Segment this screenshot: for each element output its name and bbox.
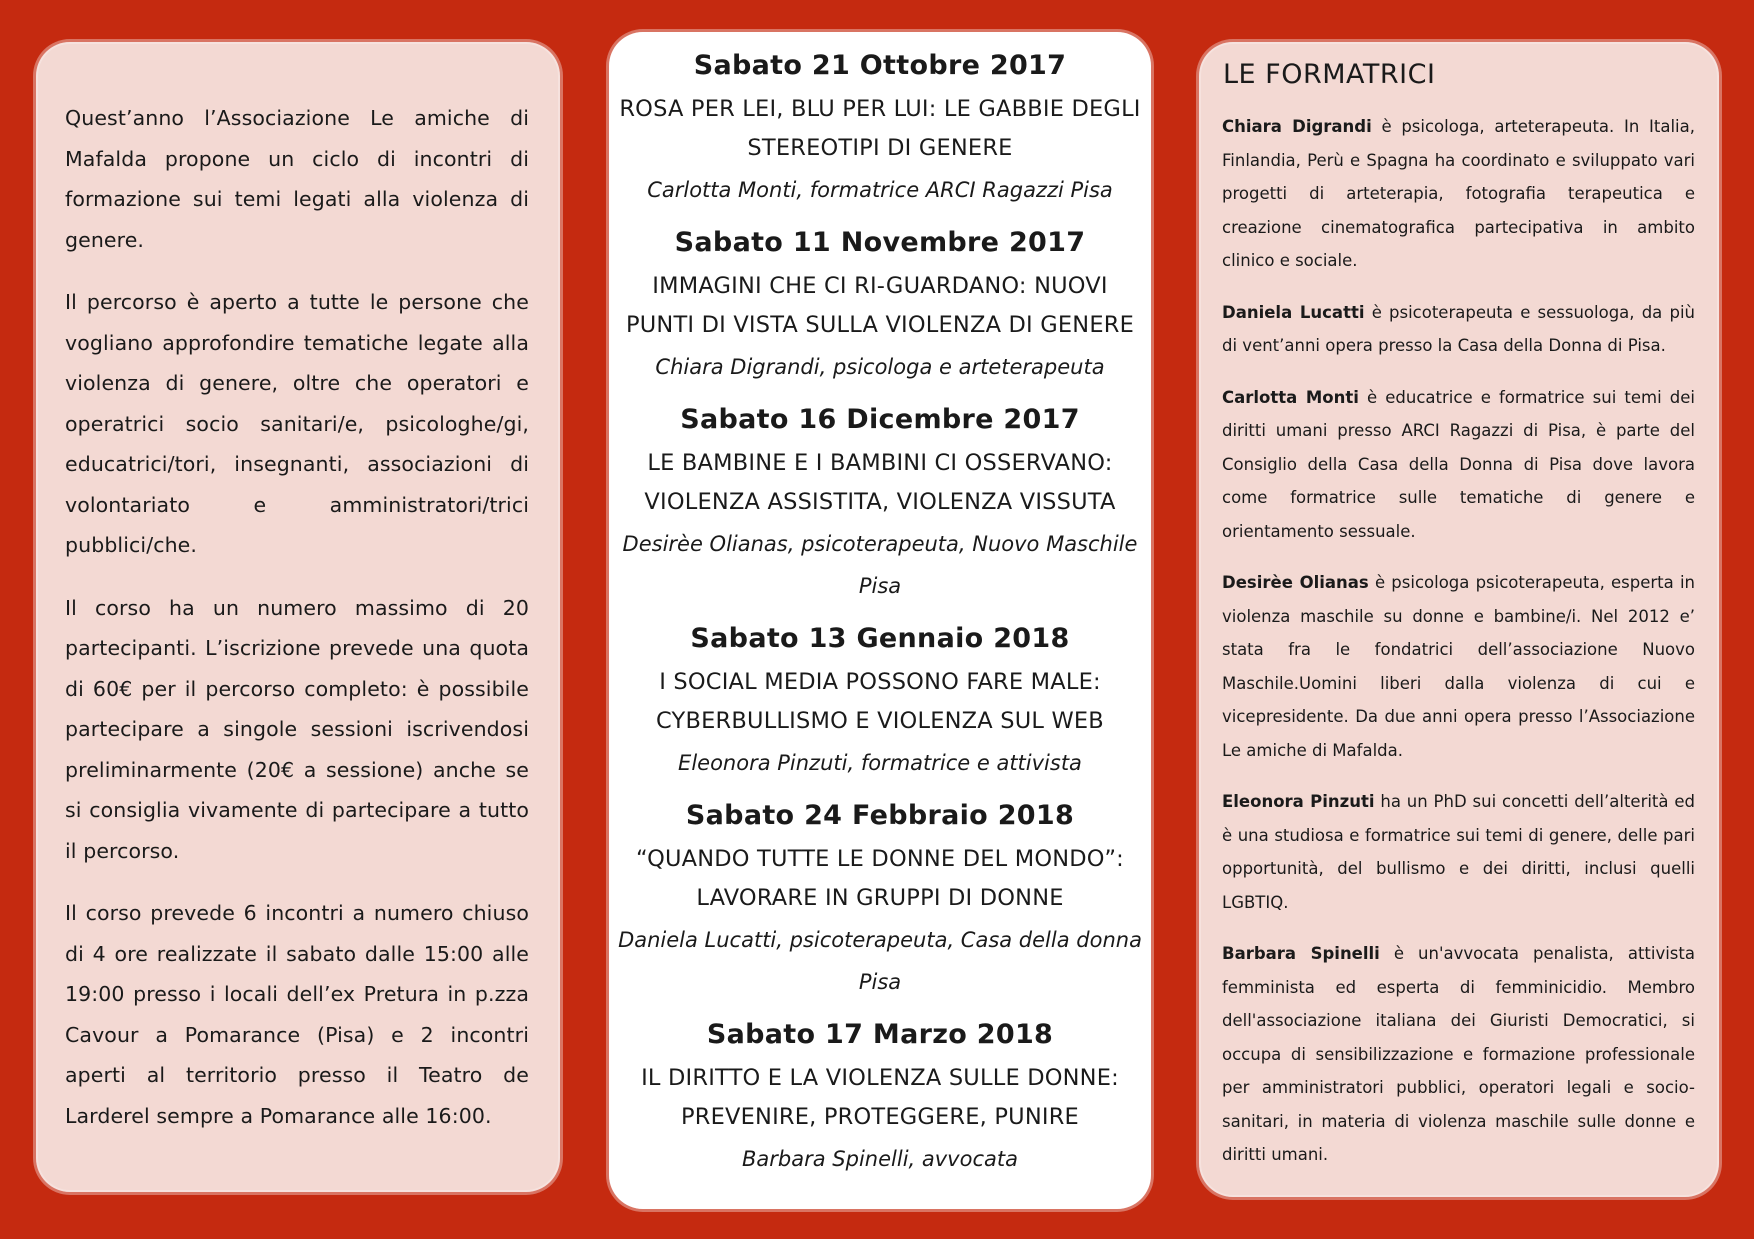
event-date: Sabato 13 Gennaio 2018	[690, 623, 1070, 654]
event-item	[613, 223, 1147, 388]
event-item	[613, 1015, 1147, 1180]
event-title-line: IL DIRITTO E LA VIOLENZA SULLE DONNE:	[641, 1065, 1119, 1091]
event-title-line: PREVENIRE, PROTEGGERE, PUNIRE	[681, 1104, 1079, 1130]
event-title-line: ROSA PER LEI, BLU PER LUI: LE GABBIE DEGLI	[619, 96, 1141, 122]
event-date: Sabato 11 Novembre 2017	[674, 227, 1086, 258]
event-speaker: Barbara Spinelli, avvocata	[742, 1147, 1018, 1171]
trainer-bio-text: ha un PhD sui concetti dell’alterità ed è una studiosa e formatrice sui temi di genere, delle pari opportunità, del bullismo e dei diritti, inclusi quelli LGBTIQ.	[1222, 792, 1695, 912]
trainer-name: Chiara Digrandi	[1222, 117, 1372, 136]
intro-paragraph: Quest’anno l’Associazione Le amiche di Mafalda propone un ciclo di incontri di formazione sui temi legati alla violenza di genere.	[65, 106, 529, 252]
event-item	[613, 400, 1147, 607]
trainer-bio	[1222, 566, 1695, 767]
trainers-heading: LE FORMATRICI	[1223, 59, 1436, 90]
event-date: Sabato 24 Febbraio 2018	[685, 800, 1075, 831]
trainer-bio-text: è psicologa, arteterapeuta. In Italia, Finlandia, Perù e Spagna ha coordinato e sviluppato vari progetti di arteterapia, fotografia terapeutica e creazione cinematografica partecipativa in ambito clinico e sociale.	[1222, 117, 1695, 270]
event-title-line: I SOCIAL MEDIA POSSONO FARE MALE:	[659, 669, 1101, 695]
program-panel	[609, 32, 1151, 1209]
trainer-bio	[1222, 296, 1695, 363]
intro-paragraph: Il corso ha un numero massimo di 20 partecipanti. L’iscrizione prevede una quota di 60€ per il percorso completo: è possibile partecipare a singole sessioni iscrivendosi preliminarmente (20€ a sessione) anche se si consiglia vivamente di partecipare a tutto il percorso.	[65, 595, 529, 863]
trainer-bio-text: è psicoterapeuta e sessuologa, da più di vent’anni opera presso la Casa della Donna di Pisa.	[1222, 302, 1695, 355]
intro-paragraph: Il percorso è aperto a tutte le persone che vogliano approfondire tematiche legate alla violenza di genere, oltre che operatori e operatrici socio sanitari/e, psicologhe/gi, educatrici/tori, insegnanti, associazioni di volontariato e amministratori/trici pubblici/che.	[65, 290, 529, 557]
trainer-bio	[1222, 785, 1695, 919]
trainer-bio-text: è un'avvocata penalista, attivista femminista ed esperta di femminicidio. Membro dell'associazione italiana dei Giuristi Democratici, si occupa di sensibilizzazione e formazione professionale per amministratori pubblici, operatori legali e socio-sanitari, in materia di violenza maschile sulle donne e diritti umani.	[1222, 944, 1695, 1164]
event-title-line: LAVORARE IN GRUPPI DI DONNE	[696, 885, 1064, 911]
intro-paragraph: Il corso prevede 6 incontri a numero chiuso di 4 ore realizzate il sabato dalle 15:00 alle 19:00 presso i locali dell’ex Pretura in p.zza Cavour a Pomarance (Pisa) e 2 incontri aperti al territorio presso il Teatro de Larderel sempre a Pomarance alle 16:00.	[65, 901, 529, 1128]
trainer-name: Barbara Spinelli	[1222, 944, 1380, 963]
event-item	[613, 46, 1147, 211]
event-title-line: LE BAMBINE E I BAMBINI CI OSSERVANO:	[647, 450, 1113, 476]
trainer-bio-text: è educatrice e formatrice sui temi dei diritti umani presso ARCI Ragazzi di Pisa, è parte del Consiglio della Casa della Donna di Pisa dove lavora come formatrice sulle tematiche di genere e orientamento sessuale.	[1222, 387, 1695, 541]
trainer-bio-text: è psicologa psicoterapeuta, esperta in violenza maschile su donne e bambine/i. Nel 2012 e’ stata fra le fondatrici dell’associazione Nuovo Maschile.Uomini liberi dalla violenza di cui e vicepresidente. Da due anni opera presso l’Associazione Le amiche di Mafalda.	[1222, 573, 1695, 760]
trainer-name: Eleonora Pinzuti	[1222, 792, 1375, 811]
event-speaker: Desirèe Olianas, psicoterapeuta, Nuovo Maschile Pisa	[622, 532, 1138, 598]
trainer-name: Daniela Lucatti	[1222, 302, 1365, 322]
event-speaker: Carlotta Monti, formatrice ARCI Ragazzi Pisa	[647, 178, 1113, 202]
event-title-line: IMMAGINI CHE CI RI-GUARDANO: NUOVI	[652, 273, 1108, 299]
trainer-name: Carlotta Monti	[1222, 387, 1359, 407]
event-speaker: Chiara Digrandi, psicologa e arteterapeuta	[655, 355, 1105, 379]
event-item	[613, 796, 1147, 1003]
trainers-panel	[1199, 42, 1719, 1197]
event-item	[613, 619, 1147, 784]
trainer-bio	[1222, 937, 1695, 1172]
event-date: Sabato 16 Dicembre 2017	[680, 404, 1080, 435]
event-title-line: VIOLENZA ASSISTITA, VIOLENZA VISSUTA	[644, 489, 1116, 515]
event-date: Sabato 21 Ottobre 2017	[693, 50, 1067, 81]
trainer-bio	[1222, 110, 1695, 278]
trainer-bio	[1222, 381, 1695, 549]
event-title-line: “QUANDO TUTTE LE DONNE DEL MONDO”:	[636, 846, 1124, 872]
event-title-line: PUNTI DI VISTA SULLA VIOLENZA DI GENERE	[626, 312, 1134, 338]
intro-panel	[36, 42, 560, 1192]
event-title-line: CYBERBULLISMO E VIOLENZA SUL WEB	[656, 708, 1104, 734]
event-date: Sabato 17 Marzo 2018	[706, 1019, 1054, 1050]
event-speaker: Daniela Lucatti, psicoterapeuta, Casa della donna Pisa	[618, 928, 1142, 994]
event-speaker: Eleonora Pinzuti, formatrice e attivista	[678, 751, 1082, 775]
event-title-line: STEREOTIPI DI GENERE	[747, 135, 1013, 161]
trainer-name: Desirèe Olianas	[1222, 573, 1369, 592]
